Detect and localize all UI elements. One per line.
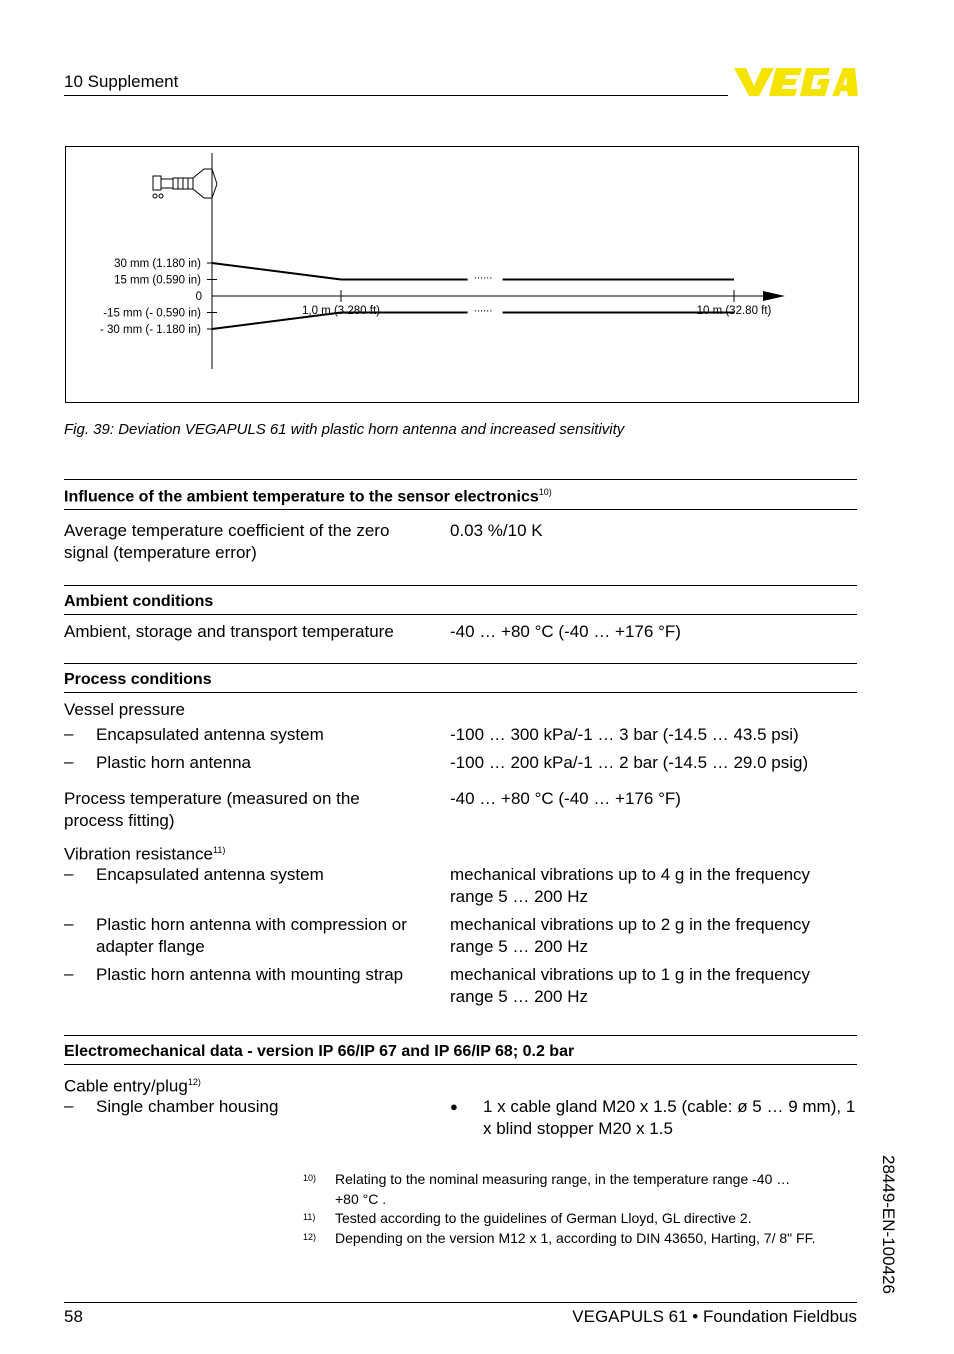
vibration-strap-value: mechanical vibrations up to 1 g in the frequency range 5 … 200 Hz <box>450 965 811 1006</box>
vibration-flange-label: Plastic horn antenna with compression or adapter flange <box>96 915 407 956</box>
y-tick-label: 15 mm (0.590 in) <box>114 274 201 287</box>
y-tick-label: 0 <box>195 291 202 303</box>
footnote-number: 12) <box>303 1232 317 1242</box>
table-rule <box>64 614 857 615</box>
y-tick-label: -15 mm (- 0.590 in) <box>103 307 201 320</box>
line-break-marker: ...... <box>473 302 493 315</box>
vibration-encapsulated-value: mechanical vibrations up to 4 g in the frequency range 5 … 200 Hz <box>450 865 811 906</box>
vega-logo <box>734 64 858 105</box>
footnote-text: Tested according to the guidelines of German Lloyd, GL directive 2. <box>335 1210 752 1226</box>
vibration-flange-value: mechanical vibrations up to 2 g in the frequency range 5 … 200 Hz <box>450 915 811 956</box>
table-rule <box>64 509 857 510</box>
cable-entry-label: Cable entry/plug$^{12)}$ <box>64 1076 201 1096</box>
page-number: 58 <box>64 1307 83 1326</box>
process-temp-value: -40 … +80 °C (-40 … +176 °F) <box>450 789 681 808</box>
footer-rule <box>64 1302 857 1303</box>
y-tick-label: - 30 mm (- 1.180 in) <box>100 324 201 336</box>
bullet-icon: ● <box>450 1099 458 1114</box>
vibration-encapsulated-label: Encapsulated antenna system <box>96 865 324 884</box>
antenna-device-icon <box>153 169 217 198</box>
ambient-temp-value: -40 … +80 °C (-40 … +176 °F) <box>450 622 681 641</box>
section-header: 10 Supplement <box>64 72 179 91</box>
process-temp-label: Process temperature (measured on the process fitting) <box>64 789 360 830</box>
x-axis-arrow-icon <box>763 291 785 301</box>
series-line <box>212 263 341 280</box>
single-chamber-label: Single chamber housing <box>96 1097 279 1116</box>
line-break-marker: ...... <box>473 269 493 282</box>
chart-svg <box>66 147 858 402</box>
table-rule <box>64 1035 857 1036</box>
deviation-chart <box>65 146 859 403</box>
section-title-process: Process conditions <box>64 671 212 688</box>
footnote-text: Relating to the nominal measuring range, in the temperature range -40 … +80 °C . <box>335 1171 791 1207</box>
temp-coefficient-value: 0.03 %/10 K <box>450 521 543 540</box>
y-tick-label: 30 mm (1.180 in) <box>114 258 201 270</box>
footnote-text: Depending on the version M12 x 1, according to DIN 43650, Harting, 7/ 8" FF. <box>335 1230 816 1246</box>
section-title-electromech: Electromechanical data - version IP 66/IP 67 and IP 66/IP 68; 0.2 bar <box>64 1043 575 1060</box>
vibration-strap-label: Plastic horn antenna with mounting strap <box>96 965 404 984</box>
figure-caption: Fig. 39: Deviation VEGAPULS 61 with plastic horn antenna and increased sensitivity <box>64 421 625 438</box>
list-dash: – <box>64 964 74 983</box>
vessel-pressure-label: Vessel pressure <box>64 700 185 719</box>
logo-letter-e <box>769 68 802 96</box>
single-chamber-value: 1 x cable gland M20 x 1.5 (cable: ø 5 … 9 mm), 1 x blind stopper M20 x 1.5 <box>483 1097 856 1138</box>
list-dash: – <box>64 724 74 743</box>
x-tick-label: 1,0 m (3.280 ft) <box>302 305 380 317</box>
list-dash: – <box>64 752 74 771</box>
document-code: 28449-EN-100426 <box>879 1155 898 1294</box>
encapsulated-pressure-value: -100 … 300 kPa/-1 … 3 bar (-14.5 … 43.5 psi) <box>450 725 799 744</box>
chart-axes <box>212 153 785 369</box>
logo-letter-g <box>800 68 830 96</box>
footer-title: VEGAPULS 61 • Foundation Fieldbus <box>572 1307 857 1326</box>
table-rule <box>64 585 857 586</box>
footnote-number: 11) <box>303 1212 316 1222</box>
plastic-horn-pressure-label: Plastic horn antenna <box>96 753 251 772</box>
temp-coefficient-label: Average temperature coefficient of the zero signal (temperature error) <box>64 521 390 562</box>
ambient-temp-label: Ambient, storage and transport temperature <box>64 622 394 641</box>
logo-letter-v <box>734 68 774 96</box>
chart-labels <box>100 258 772 336</box>
vibration-label: Vibration resistance$^{11)}$ <box>64 844 226 864</box>
footnote-number: 10) <box>303 1173 317 1183</box>
table-rule <box>64 663 857 664</box>
x-tick-label: 10 m (32.80 ft) <box>696 305 772 317</box>
list-dash: – <box>64 1096 74 1115</box>
encapsulated-pressure-label: Encapsulated antenna system <box>96 725 324 744</box>
list-dash: – <box>64 864 74 883</box>
list-dash: – <box>64 914 74 933</box>
plastic-horn-pressure-value: -100 … 200 kPa/-1 … 2 bar (-14.5 … 29.0 psig) <box>450 753 809 772</box>
section-title-ambient: Ambient conditions <box>64 593 214 610</box>
table-rule <box>64 479 857 480</box>
header-rule <box>64 95 728 96</box>
section-title-temp: Influence of the ambient temperature to the sensor electronics$^{10)}$ <box>64 487 552 506</box>
table-rule <box>64 692 857 693</box>
table-rule <box>64 1064 857 1065</box>
